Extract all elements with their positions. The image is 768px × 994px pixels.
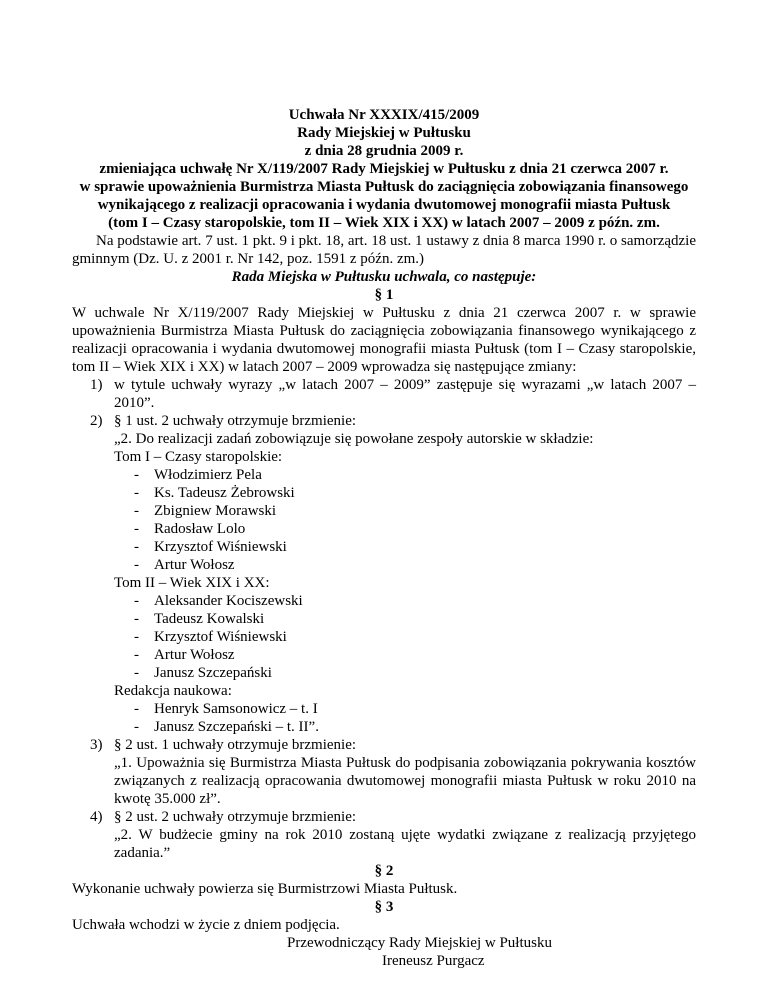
section-1-intro: W uchwale Nr X/119/2007 Rady Miejskiej w Pułtusku z dnia 21 czerwca 2007 r. w sprawie upoważnienia Burmistrza Miasta Pułtusk do zaciągnięcia zobowiązania finansowego wynikającego z realizacji opracowania i wydania dwutomowej monografii miasta Pułtusk (tom I – Czasy staropolskie, tom II – Wiek XIX i XX) w latach 2007 – 2009 wprowadza się następujące zmiany: (72, 305, 696, 375)
change-item-text: w tytule uchwały wyrazy „w latach 2007 – 2009” zastępuje się wyrazami „w latach 2007 – 2010”. (114, 377, 696, 411)
signatory-name: Ireneusz Purgacz (382, 953, 485, 969)
subject-line-3: (tom I – Czasy staropolskie, tom II – Wiek XIX i XX) w latach 2007 – 2009 z późn. zm. (108, 215, 660, 231)
legal-basis: Na podstawie art. 7 ust. 1 pkt. 9 i pkt. 18, art. 18 ust. 1 ustawy z dnia 8 marca 1990 r. o samorządzie gminnym (Dz. U. z 2001 r. Nr 142, poz. 1591 z późn. zm.) (72, 233, 696, 267)
author-item: - Krzysztof Wiśniewski (134, 539, 287, 555)
resolution-header (72, 106, 696, 232)
dash-bullet: - (134, 701, 139, 717)
change-item-text: § 1 ust. 2 uchwały otrzymuje brzmienie: (114, 413, 357, 429)
change-item-number: 3) (90, 737, 103, 753)
change-item-number: 1) (90, 377, 103, 393)
dash-bullet: - (134, 665, 139, 681)
dash-bullet: - (134, 521, 139, 537)
author-item: - Artur Wołosz (134, 557, 235, 573)
section-3-text: Uchwała wchodzi w życie z dniem podjęcia. (72, 917, 340, 933)
quoted-text: „2. W budżecie gminy na rok 2010 zostaną ujęte wydatki związane z realizacją przyjętego zadania.” (114, 827, 696, 861)
section-2-text: Wykonanie uchwały powierza się Burmistrzowi Miasta Pułtusk. (72, 881, 458, 897)
dash-bullet: - (134, 539, 139, 555)
author-item: - Krzysztof Wiśniewski (134, 629, 287, 645)
dash-bullet: - (134, 467, 139, 483)
author-item: - Włodzimierz Pela (134, 467, 262, 483)
subject-line-1: w sprawie upoważnienia Burmistrza Miasta Pułtusk do zaciągnięcia zobowiązania finansowego (79, 179, 689, 195)
editor-list (114, 700, 696, 736)
change-item-text: § 2 ust. 2 uchwały otrzymuje brzmienie: (114, 809, 357, 825)
council-name: Rady Miejskiej w Pułtusku (297, 125, 471, 141)
dash-bullet: - (134, 629, 139, 645)
editor-item: - Henryk Samsonowicz – t. I (134, 701, 318, 717)
author-list-tom2 (114, 592, 696, 682)
team-title-tom1: Tom I – Czasy staropolskie: (114, 449, 283, 465)
dash-bullet: - (134, 611, 139, 627)
change-item-1 (72, 376, 696, 412)
author-item: - Zbigniew Morawski (134, 503, 277, 519)
subject-line-2: wynikającego z realizacji opracowania i wydania dwutomowej monografii miasta Pułtusk (97, 197, 671, 213)
author-item: - Tadeusz Kowalski (134, 611, 265, 627)
signatory-role: Przewodniczący Rady Miejskiej w Pułtusku (287, 935, 552, 951)
document-page (72, 106, 696, 970)
changes-list (72, 376, 696, 862)
author-item: - Aleksander Kociszewski (134, 593, 303, 609)
change-item-2 (72, 412, 696, 736)
change-item-number: 4) (90, 809, 103, 825)
editors-title: Redakcja naukowa: (114, 683, 232, 699)
resolution-date: z dnia 28 grudnia 2009 r. (304, 143, 464, 159)
author-item: - Janusz Szczepański (134, 665, 272, 681)
change-item-3 (72, 736, 696, 808)
author-item: - Artur Wołosz (134, 647, 235, 663)
change-item-text: § 2 ust. 1 uchwały otrzymuje brzmienie: (114, 737, 357, 753)
dash-bullet: - (134, 485, 139, 501)
author-item: - Ks. Tadeusz Żebrowski (134, 485, 295, 501)
resolution-number: Uchwała Nr XXXIX/415/2009 (288, 107, 480, 123)
author-list-tom1 (114, 466, 696, 574)
dash-bullet: - (134, 503, 139, 519)
section-2-sign: § 2 (374, 863, 394, 879)
quoted-text: „1. Upoważnia się Burmistrza Miasta Pułtusk do podpisania zobowiązania pokrywania kosztów związanych z realizacją opracowania dwutomowej monografii miasta Pułtusk w roku 2010 na kwotę 35.000 zł”. (114, 755, 696, 807)
change-item-number: 2) (90, 413, 103, 429)
dash-bullet: - (134, 647, 139, 663)
section-3-sign: § 3 (374, 899, 394, 915)
change-item-4 (72, 808, 696, 862)
editor-item: - Janusz Szczepański – t. II”. (134, 719, 319, 735)
dash-bullet: - (134, 557, 139, 573)
team-title-tom2: Tom II – Wiek XIX i XX: (114, 575, 270, 591)
quoted-text: „2. Do realizacji zadań zobowiązuje się powołane zespoły autorskie w składzie: (114, 431, 594, 447)
signature-block (72, 934, 696, 970)
dash-bullet: - (134, 593, 139, 609)
resolves-statement: Rada Miejska w Pułtusku uchwala, co następuje: (231, 269, 537, 285)
author-item: - Radosław Lolo (134, 521, 246, 537)
amended-resolution: zmieniająca uchwałę Nr X/119/2007 Rady Miejskiej w Pułtusku z dnia 21 czerwca 2007 r. (99, 161, 669, 177)
dash-bullet: - (134, 719, 139, 735)
section-1-sign: § 1 (374, 287, 394, 303)
